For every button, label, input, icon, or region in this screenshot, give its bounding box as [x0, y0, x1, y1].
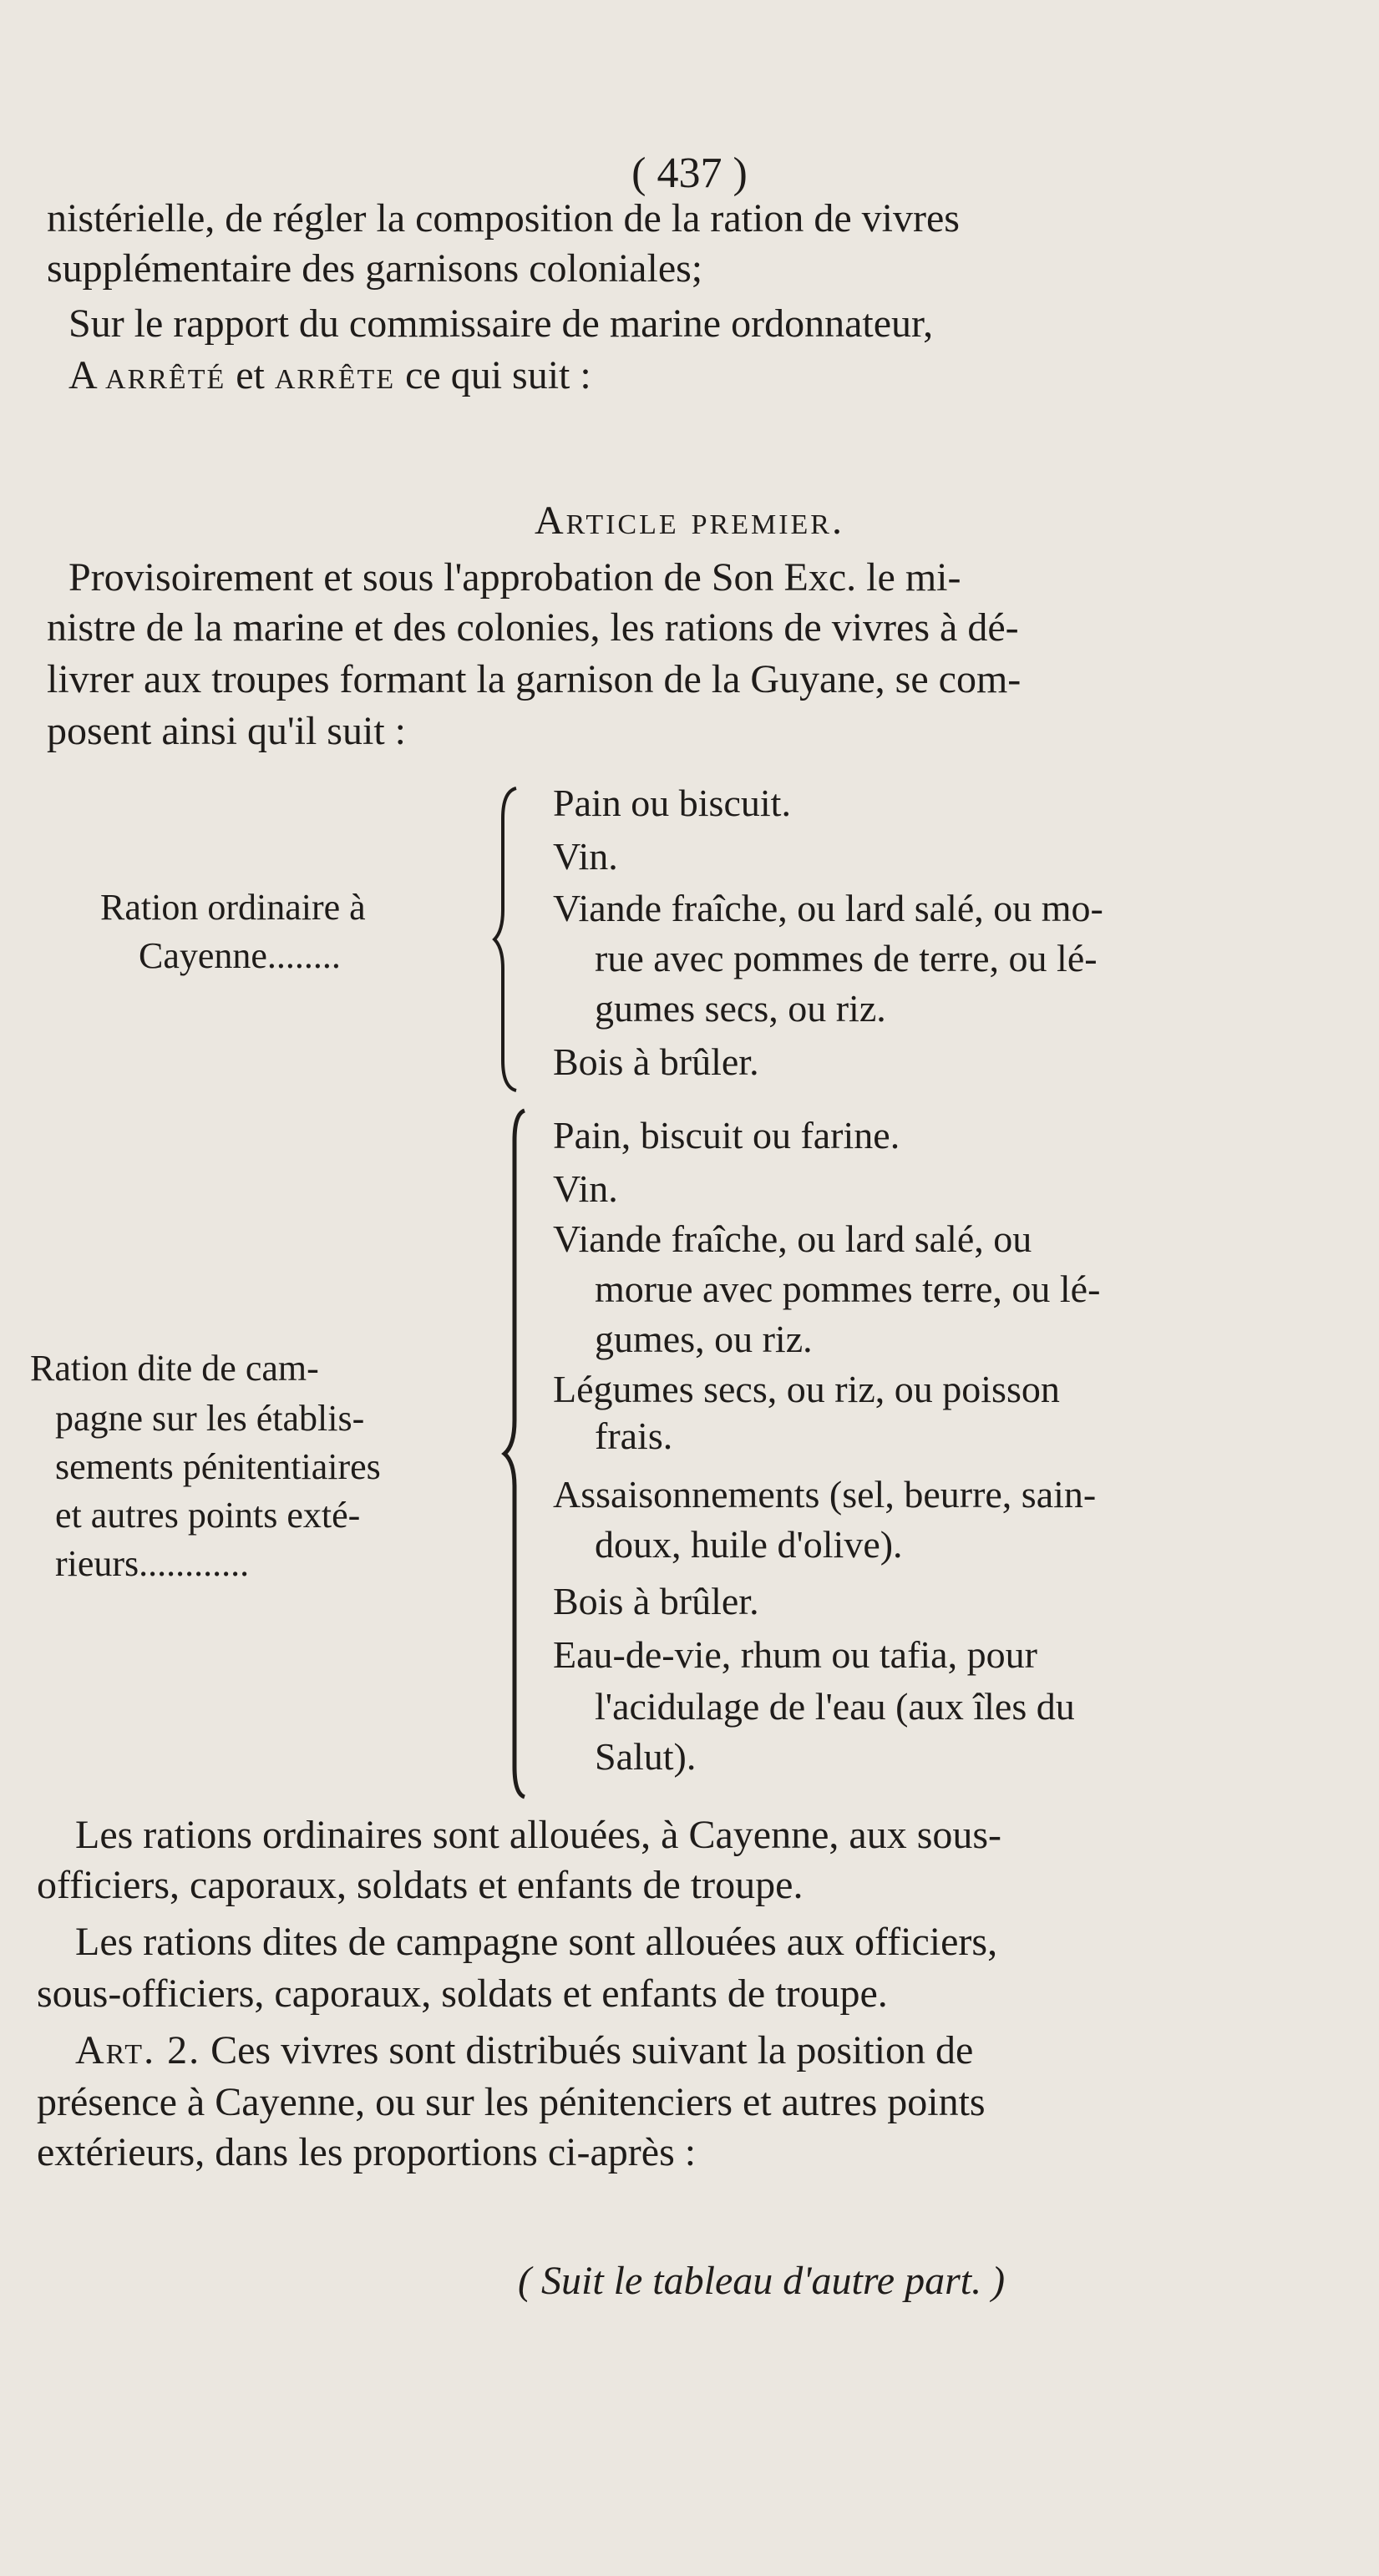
para1-line-2: nistre de la marine et des colonies, les rations de vivres à dé-: [47, 605, 1019, 650]
arrete-rest: ce qui suit :: [405, 353, 591, 397]
brace-campagne: [498, 1107, 531, 1800]
intro-line-2: supplémentaire des garnisons coloniales;: [47, 246, 703, 291]
campagne-item-5: gumes, ou riz.: [595, 1318, 813, 1360]
ration-campagne-label-5: rieurs............: [55, 1543, 250, 1584]
ration-campagne-label-3: sements pénitentiaires: [55, 1446, 381, 1487]
arrete-word-2: arrête: [274, 353, 396, 397]
campagne-item-7: frais.: [595, 1415, 673, 1457]
page-number: ( 437 ): [631, 149, 748, 197]
campagne-item-9: doux, huile d'olive).: [595, 1523, 903, 1566]
brace-ordinaire: [491, 785, 525, 1094]
ordinaire-item-2: Vin.: [553, 835, 618, 878]
arrete-et: et: [236, 353, 265, 397]
para2-line-2: officiers, caporaux, soldats et enfants de troupe.: [37, 1863, 804, 1907]
art2-line-3: extérieurs, dans les proportions ci-après :: [37, 2130, 697, 2174]
ration-ordinaire-label-2: Cayenne........: [139, 935, 341, 976]
para1-line-3: livrer aux troupes formant la garnison de la Guyane, se com-: [47, 657, 1022, 701]
para1-line-4: posent ainsi qu'il suit :: [47, 709, 406, 753]
para1-line-1: Provisoirement et sous l'approbation de Son Exc. le mi-: [68, 555, 961, 600]
para2-line-1: Les rations ordinaires sont allouées, à Cayenne, aux sous-: [75, 1813, 1002, 1857]
ration-ordinaire-label-1: Ration ordinaire à: [100, 887, 366, 928]
arrete-line: [68, 351, 591, 401]
campagne-item-8: Assaisonnements (sel, beurre, sain-: [553, 1473, 1097, 1516]
campagne-item-2: Vin.: [553, 1167, 618, 1210]
intro-line-3: Sur le rapport du commissaire de marine ordonnateur,: [68, 301, 934, 346]
campagne-item-12: l'acidulage de l'eau (aux îles du: [595, 1685, 1075, 1728]
ration-campagne-label-2: pagne sur les établis-: [55, 1398, 365, 1439]
ordinaire-item-1: Pain ou biscuit.: [553, 782, 791, 824]
campagne-item-3: Viande fraîche, ou lard salé, ou: [553, 1217, 1032, 1260]
ration-campagne-label-4: et autres points exté-: [55, 1495, 361, 1536]
para3-line-2: sous-officiers, caporaux, soldats et enfants de troupe.: [37, 1971, 888, 2016]
ordinaire-item-3: Viande fraîche, ou lard salé, ou mo-: [553, 887, 1103, 929]
arrete-a: A: [68, 353, 96, 397]
para3-line-1: Les rations dites de campagne sont allouées aux officiers,: [75, 1920, 998, 1964]
ordinaire-item-6: Bois à brûler.: [553, 1040, 759, 1083]
campagne-item-4: morue avec pommes terre, ou lé-: [595, 1268, 1101, 1310]
campagne-item-6: Légumes secs, ou riz, ou poisson: [553, 1368, 1060, 1410]
ordinaire-item-5: gumes secs, ou riz.: [595, 987, 886, 1030]
ration-campagne-label-1: Ration dite de cam-: [30, 1348, 319, 1389]
footer-note: ( Suit le tableau d'autre part. ): [518, 2259, 1006, 2303]
art2-label: Art. 2.: [75, 2028, 201, 2072]
art2-text-1: Ces vivres sont distribués suivant la position de: [210, 2028, 974, 2072]
intro-line-1: nistérielle, de régler la composition de la ration de vivres: [47, 196, 960, 240]
campagne-item-10: Bois à brûler.: [553, 1580, 759, 1622]
art2-line-2: présence à Cayenne, ou sur les pénitenciers et autres points: [37, 2080, 986, 2124]
campagne-item-13: Salut).: [595, 1735, 697, 1778]
article-title: Article premier.: [535, 498, 844, 543]
ordinaire-item-4: rue avec pommes de terre, ou lé-: [595, 937, 1098, 979]
campagne-item-11: Eau-de-vie, rhum ou tafia, pour: [553, 1633, 1037, 1676]
art2-line-1: [75, 2026, 973, 2076]
arrete-word-1: arrêté: [105, 353, 226, 397]
campagne-item-1: Pain, biscuit ou farine.: [553, 1114, 900, 1156]
